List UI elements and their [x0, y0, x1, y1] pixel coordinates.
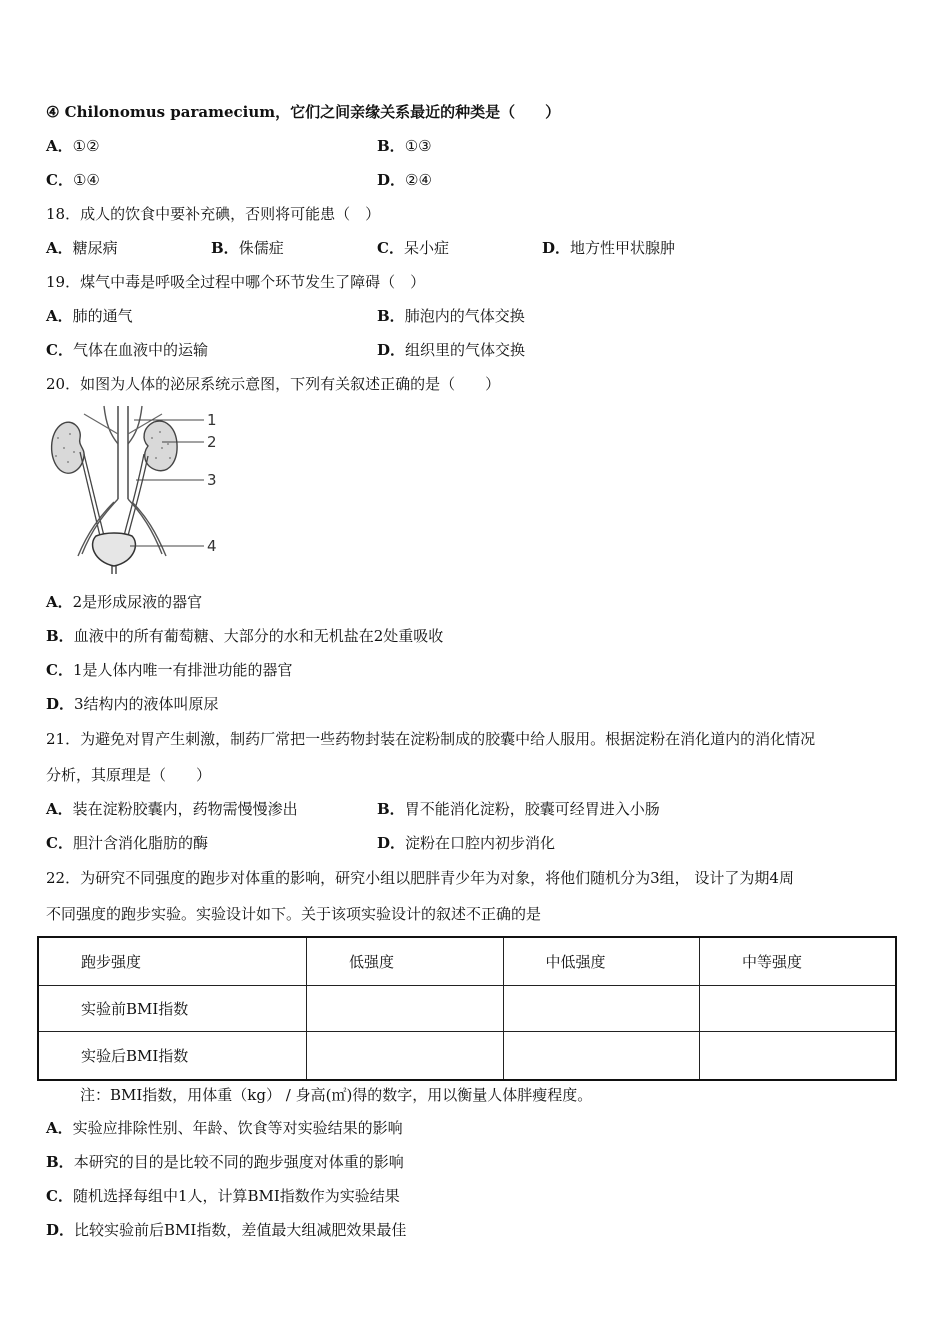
q20-option-d[interactable]: D．3结构内的液体叫原尿 [46, 695, 219, 713]
q21-stem-line2: 分析，其原理是（ ） [46, 766, 212, 784]
q20-stem: 20．如图为人体的泌尿系统示意图，下列有关叙述正确的是（ ） [46, 375, 501, 393]
table-cell: 实验后BMI指数 [38, 1032, 307, 1080]
table-cell [307, 1032, 504, 1080]
q22-option-c[interactable]: C．随机选择每组中1人，计算BMI指数作为实验结果 [46, 1187, 400, 1205]
table-header-cell: 中低强度 [503, 937, 700, 985]
q22-option-b[interactable]: B．本研究的目的是比较不同的跑步强度对体重的影响 [46, 1153, 404, 1171]
bmi-experiment-table [37, 936, 897, 1081]
table-cell [503, 1032, 700, 1080]
q20-option-c[interactable]: C．1是人体内唯一有排泄功能的器官 [46, 661, 293, 679]
q21-option-b[interactable]: B．胃不能消化淀粉，胶囊可经胃进入小肠 [377, 800, 660, 818]
table-header-cell: 中等强度 [700, 937, 897, 985]
table-cell [307, 985, 504, 1032]
diagram-label-3: 3 [207, 471, 217, 489]
q18-option-b[interactable]: B．侏儒症 [211, 239, 284, 257]
q22-table-note: 注：BMI指数，用体重（kg） / 身高(㎡)得的数字，用以衡量人体胖瘦程度。 [80, 1086, 593, 1104]
q20-option-a[interactable]: A．2是形成尿液的器官 [46, 593, 203, 611]
q17-option-b[interactable]: B．①③ [377, 137, 432, 155]
table-row [38, 1032, 896, 1080]
q19-option-d[interactable]: D．组织里的气体交换 [377, 341, 526, 359]
q21-stem-line1: 21．为避免对胃产生刺激，制药厂常把一些药物封装在淀粉制成的胶囊中给人服用。根据淀粉在消化道内的消化情况 [46, 730, 816, 748]
q22-stem-line1: 22．为研究不同强度的跑步对体重的影响，研究小组以肥胖青少年为对象，将他们随机分为3组， 设计了为期4周 [46, 869, 794, 887]
q17-option-d[interactable]: D．②④ [377, 171, 432, 189]
table-header-row [38, 937, 896, 985]
q18-option-d[interactable]: D．地方性甲状腺肿 [542, 239, 676, 257]
q21-option-c[interactable]: C．胆汁含消化脂肪的酶 [46, 834, 208, 852]
q18-option-c[interactable]: C．呆小症 [377, 239, 449, 257]
q21-option-d[interactable]: D．淀粉在口腔内初步消化 [377, 834, 556, 852]
q19-stem: 19．煤气中毒是呼吸全过程中哪个环节发生了障碍（ ） [46, 273, 426, 291]
q19-option-a[interactable]: A．肺的通气 [46, 307, 133, 325]
q20-option-b[interactable]: B．血液中的所有葡萄糖、大部分的水和无机盐在2处重吸收 [46, 627, 444, 645]
q18-stem: 18．成人的饮食中要补充碘，否则将可能患（ ） [46, 205, 381, 223]
table-header-cell: 低强度 [307, 937, 504, 985]
table-cell [700, 985, 897, 1032]
q21-option-a[interactable]: A．装在淀粉胶囊内，药物需慢慢渗出 [46, 800, 298, 818]
q17-option-a[interactable]: A．①② [46, 137, 100, 155]
q22-option-d[interactable]: D．比较实验前后BMI指数，差值最大组减肥效果最佳 [46, 1221, 407, 1239]
table-cell: 实验前BMI指数 [38, 985, 307, 1032]
q17-option-c[interactable]: C．①④ [46, 171, 100, 189]
q22-option-a[interactable]: A．实验应排除性别、年龄、饮食等对实验结果的影响 [46, 1119, 403, 1137]
table-row [38, 985, 896, 1032]
diagram-label-2: 2 [207, 433, 217, 451]
q19-option-b[interactable]: B．肺泡内的气体交换 [377, 307, 525, 325]
urinary-system-diagram [44, 404, 229, 576]
q18-option-a[interactable]: A．糖尿病 [46, 239, 118, 257]
table-cell [503, 985, 700, 1032]
table-cell [700, 1032, 897, 1080]
diagram-label-4: 4 [207, 537, 217, 555]
q22-stem-line2: 不同强度的跑步实验。实验设计如下。关于该项实验设计的叙述不正确的是 [46, 905, 542, 923]
q17-stem: ④ Chilonomus paramecium，它们之间亲缘关系最近的种类是（ ） [46, 103, 561, 121]
q19-option-c[interactable]: C．气体在血液中的运输 [46, 341, 208, 359]
diagram-label-1: 1 [207, 411, 217, 429]
table-header-cell: 跑步强度 [38, 937, 307, 985]
